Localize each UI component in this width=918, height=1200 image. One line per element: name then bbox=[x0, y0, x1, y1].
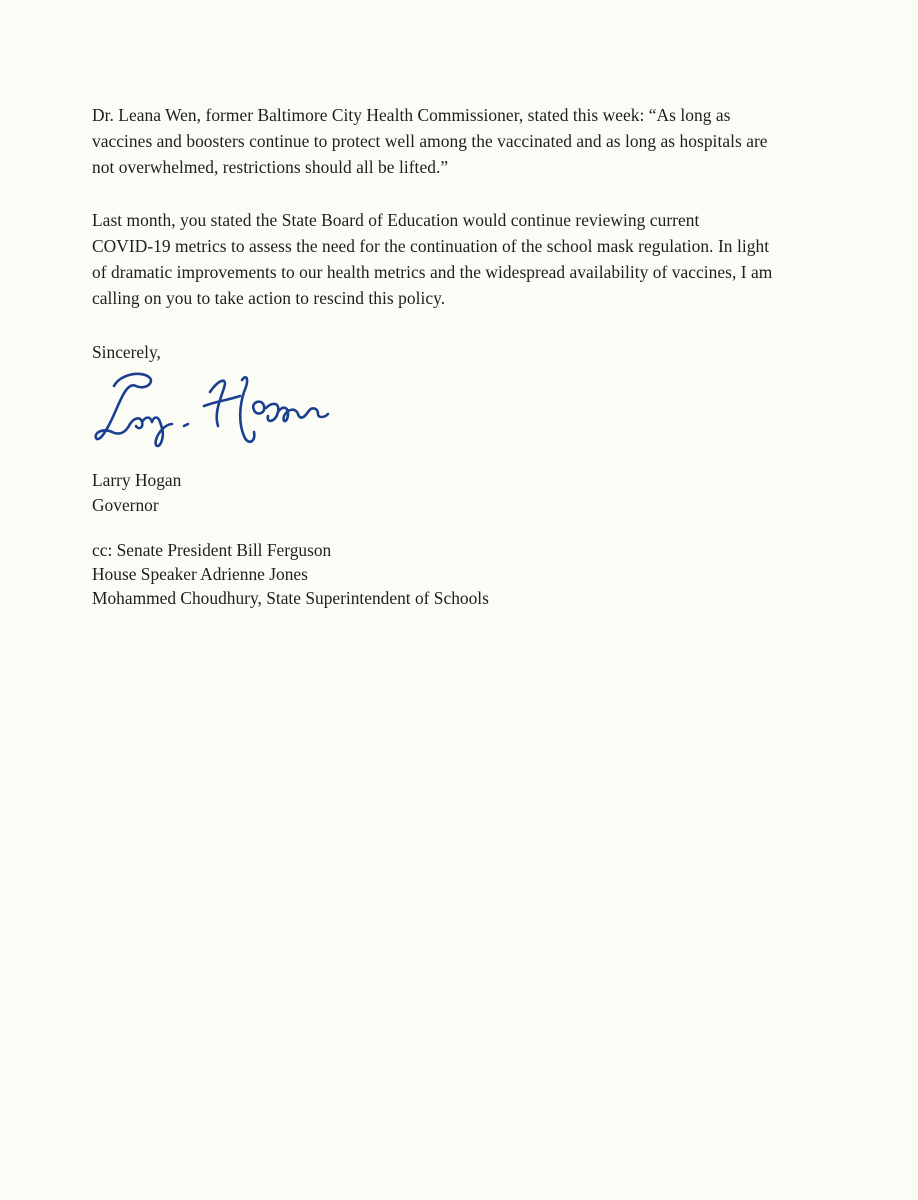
paragraph-line: calling on you to take action to rescind this policy. bbox=[92, 288, 446, 308]
cc-list bbox=[92, 538, 489, 610]
paragraph-line: of dramatic improvements to our health metrics and the widespread availability of vaccines, I am bbox=[92, 262, 773, 282]
handwritten-signature bbox=[92, 366, 332, 452]
paragraph-wen-quote bbox=[92, 102, 832, 180]
cc-line: Mohammed Choudhury, State Superintendent of Schools bbox=[92, 588, 489, 608]
paragraph-line: Last month, you stated the State Board of Education would continue reviewing current bbox=[92, 210, 700, 230]
paragraph-mask-regulation bbox=[92, 207, 832, 311]
closing-salutation: Sincerely, bbox=[92, 342, 161, 362]
cc-line: cc: Senate President Bill Ferguson bbox=[92, 540, 332, 560]
signer-name: Larry Hogan bbox=[92, 470, 182, 490]
paragraph-line: not overwhelmed, restrictions should all be lifted.” bbox=[92, 157, 449, 177]
letter-body bbox=[92, 102, 832, 365]
signer-block bbox=[92, 468, 181, 518]
signer-title: Governor bbox=[92, 495, 159, 515]
paragraph-line: Dr. Leana Wen, former Baltimore City Health Commissioner, stated this week: “As long as bbox=[92, 105, 731, 125]
cc-line: House Speaker Adrienne Jones bbox=[92, 564, 308, 584]
paragraph-line: vaccines and boosters continue to protect well among the vaccinated and as long as hospitals are bbox=[92, 131, 768, 151]
paragraph-line: COVID-19 metrics to assess the need for the continuation of the school mask regulation. In light bbox=[92, 236, 770, 256]
